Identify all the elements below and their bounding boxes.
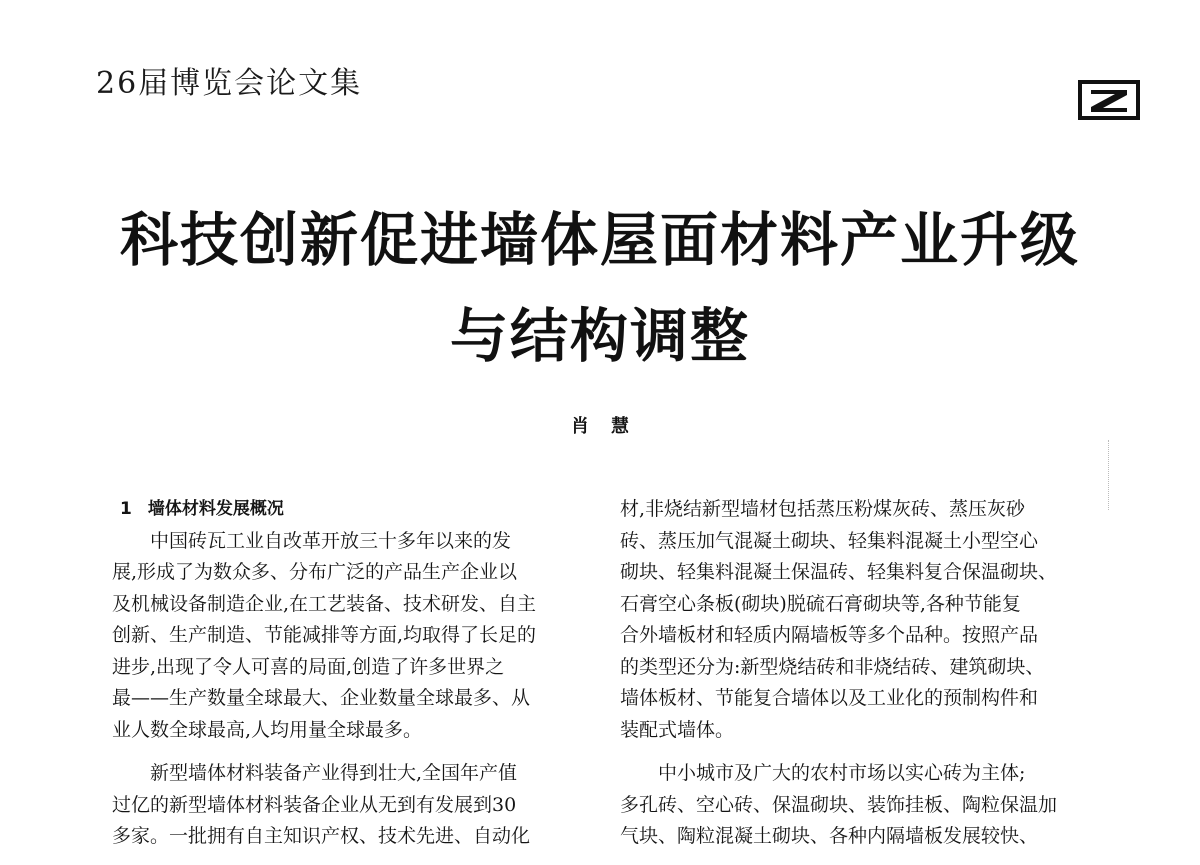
- text-line: 中小城市及广大的农村市场以实心砖为主体;: [658, 762, 1026, 784]
- text-line: 的类型还分为:新型烧结砖和非烧结砖、建筑砌块、: [620, 655, 1045, 678]
- text-line: 业人数全球最高,人均用量全球最多。: [112, 718, 423, 741]
- text-line: 多孔砖、空心砖、保温砌块、装饰挂板、陶粒保温加: [620, 793, 1058, 816]
- text-line: 中国砖瓦工业自改革开放三十多年以来的发: [150, 529, 512, 552]
- text-line: 及机械设备制造企业,在工艺装备、技术研发、自主: [112, 592, 537, 615]
- paragraph: [620, 494, 1092, 746]
- paragraph: [112, 758, 584, 853]
- text-line: 装配式墙体。: [620, 718, 735, 741]
- section-title: 墙体材料发展概况: [147, 499, 284, 519]
- text-line: 创新、生产制造、节能减排等方面,均取得了长足的: [112, 624, 537, 646]
- text-line: 砌块、轻集料混凝土保温砖、轻集料复合保温砌块、: [620, 561, 1058, 583]
- paragraph: [620, 758, 1092, 853]
- title-line: 与结构调整: [449, 302, 750, 370]
- text-line: 合外墙板材和轻质内隔墙板等多个品种。按照产品: [620, 624, 1039, 646]
- title-line: 科技创新促进墙体屋面材料产业升级: [119, 206, 1080, 274]
- author-name: 肖慧: [571, 416, 651, 437]
- text-line: 展,形成了为数众多、分布广泛的产品生产企业以: [112, 561, 518, 583]
- text-line: 过亿的新型墙体材料装备企业从无到有发展到30: [112, 793, 517, 816]
- text-line: 石膏空心条板(砌块)脱硫石膏砌块等,各种节能复: [620, 592, 1021, 615]
- text-line: 材,非烧结新型墙材包括蒸压粉煤灰砖、蒸压灰砂: [620, 498, 1026, 520]
- text-line: 多家。一批拥有自主知识产权、技术先进、自动化: [112, 825, 531, 847]
- section-heading: [112, 494, 584, 526]
- text-line: 进步,出现了令人可喜的局面,创造了许多世界之: [112, 655, 505, 678]
- journal-logo-icon: [1078, 80, 1140, 120]
- section-number: 1: [120, 499, 132, 519]
- text-line: 气块、陶粒混凝土砌块、各种内隔墙板发展较快、: [620, 825, 1039, 847]
- text-line: 新型墙体材料装备产业得到壮大,全国年产值: [150, 762, 518, 784]
- right-column: [620, 494, 1092, 865]
- text-line: 砖、蒸压加气混凝土砌块、轻集料混凝土小型空心: [620, 529, 1039, 552]
- article-title: [0, 192, 1200, 384]
- text-line: 最——生产数量全球最大、企业数量全球最多、从: [112, 687, 531, 709]
- text-line: 墙体板材、节能复合墙体以及工业化的预制构件和: [620, 687, 1039, 709]
- paragraph: [112, 526, 584, 747]
- scan-artifact: [1108, 440, 1110, 510]
- running-head: 26届博览会论文集: [96, 66, 363, 101]
- left-column: [112, 494, 584, 865]
